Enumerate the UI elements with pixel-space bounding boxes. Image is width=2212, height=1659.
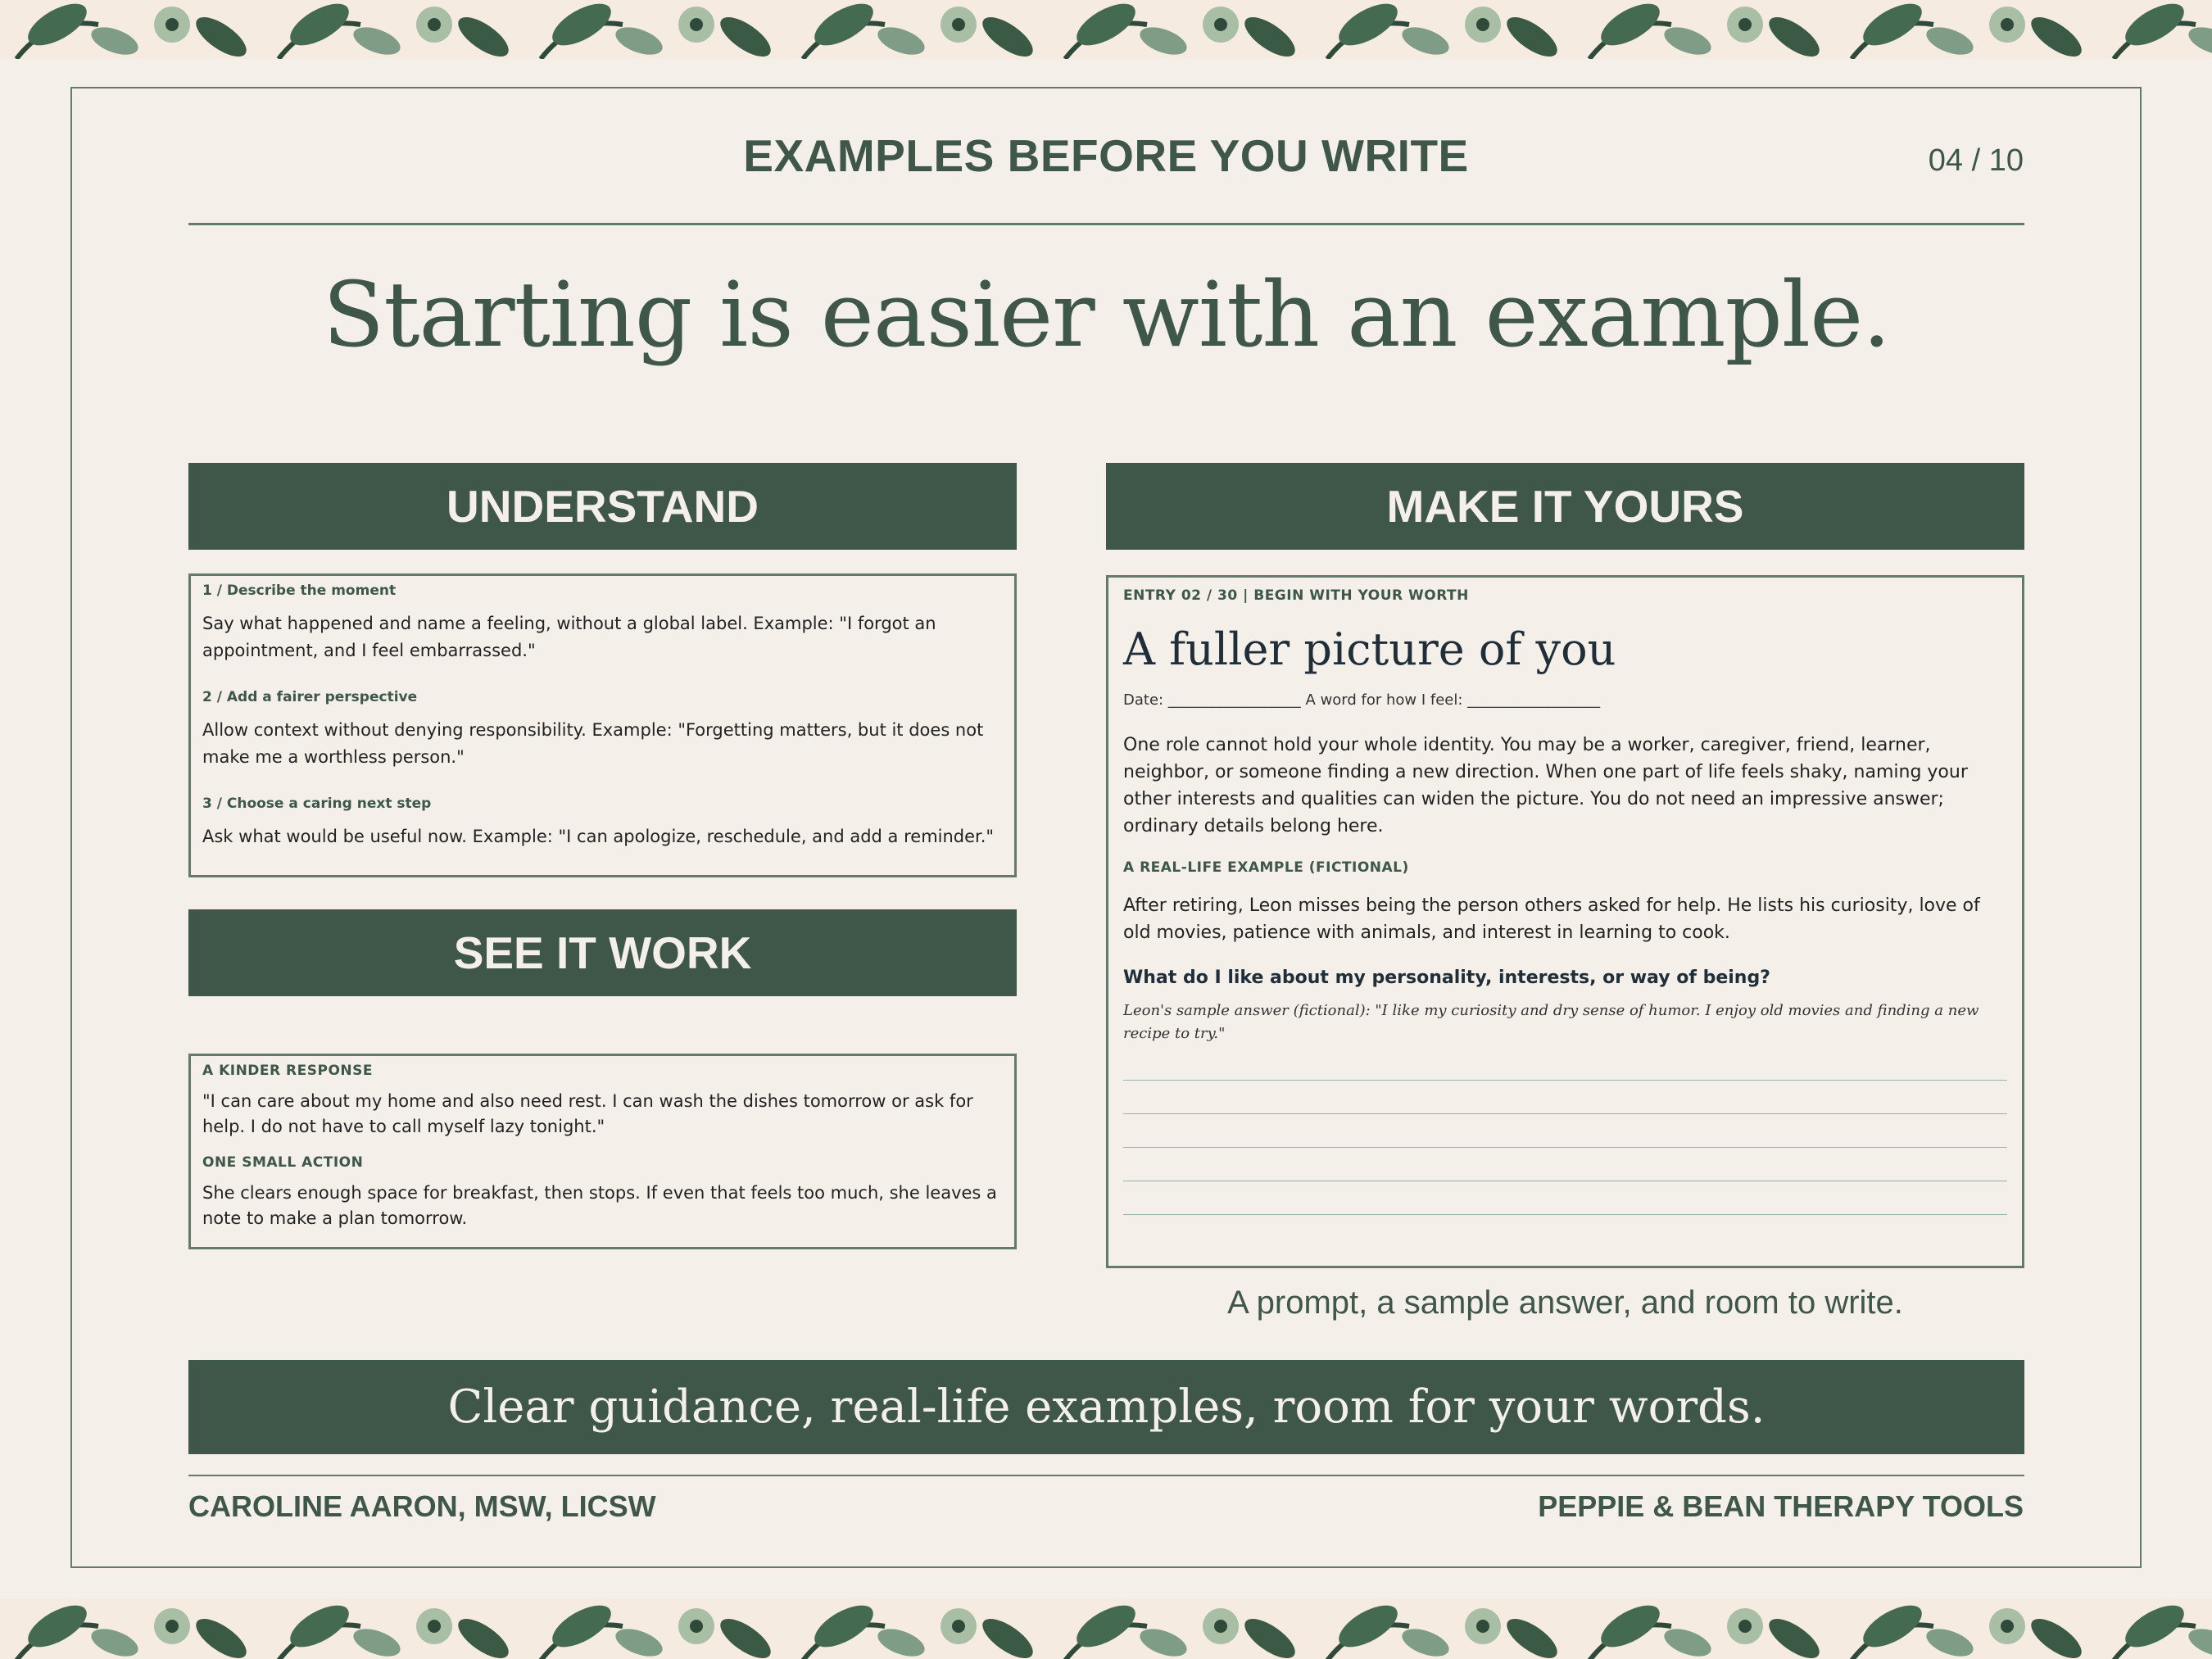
step-3-label: 3 / Choose a caring next step: [202, 796, 432, 812]
journal-entry-box: [1106, 575, 2024, 1268]
step-1-label: 1 / Describe the moment: [202, 582, 397, 599]
writing-line: [1123, 1147, 2007, 1148]
kinder-response-text: "I can care about my home and also need rest. I can wash the dishes tomorrow or ask for help. I do not have to call myself lazy tonight.": [202, 1091, 973, 1136]
floral-pattern-icon: [0, 1598, 2212, 1659]
small-action-label: ONE SMALL ACTION: [202, 1154, 364, 1171]
author-credit: CAROLINE AARON, MSW, LICSW: [188, 1489, 656, 1523]
floral-border-top: [0, 0, 2212, 59]
entry-title: A fuller picture of you: [1123, 623, 1616, 675]
hero-headline: Starting is easier with an example.: [322, 262, 1891, 367]
writing-line: [1123, 1214, 2007, 1215]
understand-steps-box: [188, 573, 1017, 877]
reflection-question: What do I like about my personality, interests, or way of being?: [1123, 968, 1770, 988]
see-it-work-heading: SEE IT WORK: [188, 909, 1017, 996]
writing-line: [1123, 1113, 2007, 1114]
step-3-text: Ask what would be useful now. Example: "I can apologize, reschedule, and add a reminder.": [202, 827, 995, 846]
writing-line: [1123, 1080, 2007, 1081]
step-2-text: Allow context without denying responsibility. Example: "Forgetting matters, but it does not make me a worthless person.": [202, 720, 984, 767]
step-2-label: 2 / Add a fairer perspective: [202, 689, 418, 705]
step-1-text: Say what happened and name a feeling, without a global label. Example: "I forgot an appointment, and I feel embarrassed.": [202, 614, 936, 660]
example-text: After retiring, Leon misses being the person others asked for help. He lists his curiosity, love of old movies, patience with animals, and interest in learning to cook.: [1123, 895, 1980, 943]
small-action-text: She clears enough space for breakfast, then stops. If even that feels too much, she leaves a note to make a plan tomorrow.: [202, 1183, 997, 1228]
sample-answer: Leon's sample answer (fictional): "I like my curiosity and dry sense of humor. I enjoy old movies and finding a new recipe to try.": [1123, 1002, 1979, 1042]
example-label: A REAL-LIFE EXAMPLE (FICTIONAL): [1123, 859, 1409, 876]
page-number: 04 / 10: [1928, 143, 2024, 178]
understand-heading: UNDERSTAND: [188, 463, 1017, 550]
date-feeling-line: Date: __________________ A word for how I feel: __________________: [1123, 691, 1601, 709]
make-it-yours-heading: MAKE IT YOURS: [1106, 463, 2024, 550]
kinder-response-label: A KINDER RESPONSE: [202, 1063, 373, 1079]
entry-caption: A prompt, a sample answer, and room to write.: [1227, 1285, 1903, 1321]
tagline-banner: Clear guidance, real-life examples, room for your words.: [188, 1360, 2024, 1454]
floral-pattern-icon: [0, 0, 2212, 59]
page-title: EXAMPLES BEFORE YOU WRITE: [743, 130, 1469, 181]
entry-label: ENTRY 02 / 30 | BEGIN WITH YOUR WORTH: [1123, 587, 1469, 604]
floral-border-bottom: [0, 1598, 2212, 1659]
footer-divider: [188, 1475, 2024, 1476]
entry-intro: One role cannot hold your whole identity. You may be a worker, caregiver, friend, learner, neighbor, or someone finding a new direction. When one part of life feels shaky, naming your other interests and qualities can widen the picture. You do not need an impressive answer; ordinary details belong here.: [1123, 735, 1968, 836]
see-it-work-box: [188, 1054, 1017, 1249]
brand-credit: PEPPIE & BEAN THERAPY TOOLS: [1538, 1489, 2024, 1523]
header-divider: [188, 223, 2024, 225]
